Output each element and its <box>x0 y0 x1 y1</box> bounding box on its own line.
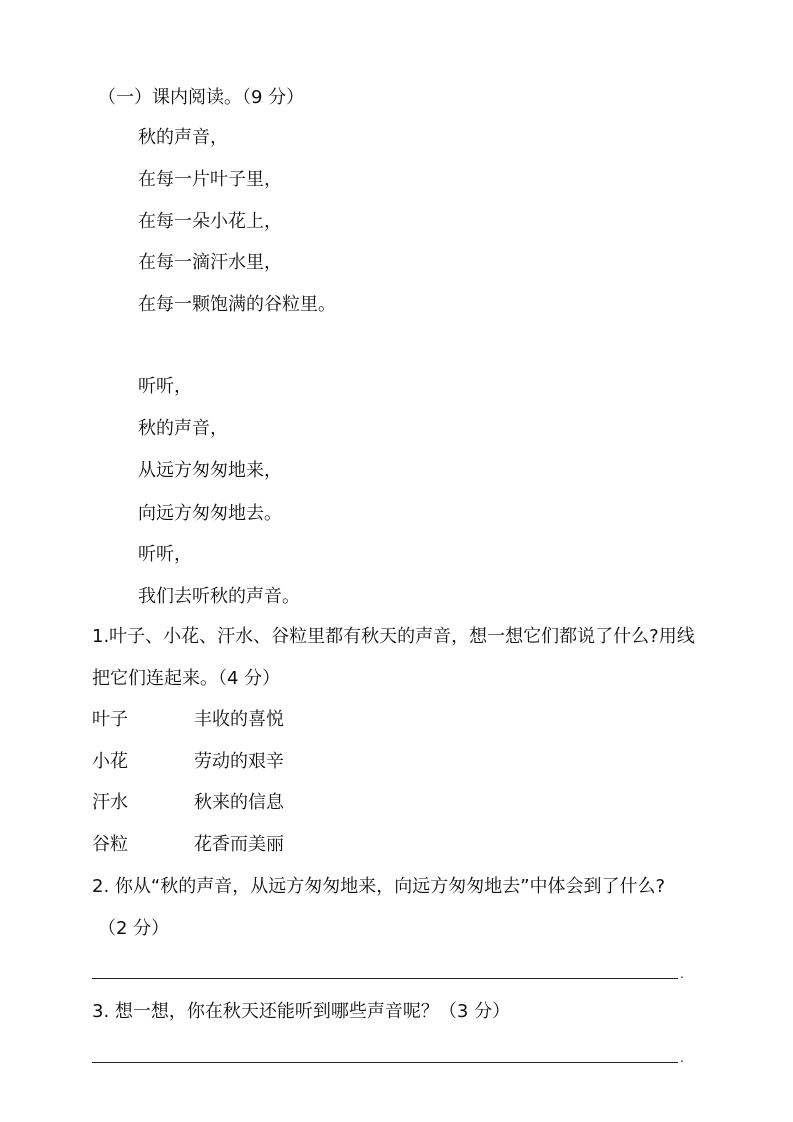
question-1-cont: 把它们连起来。（4 分） <box>92 668 281 689</box>
poem-line: 我们去听秋的声音。 <box>138 586 300 607</box>
question-3: 3. 想一想，你在秋天还能听到哪些声音呢？（3 分） <box>92 1001 511 1022</box>
match-right-item: 劳动的艰辛 <box>194 751 284 772</box>
answer-end-mark: . <box>680 1051 684 1065</box>
match-right-item: 花香而美丽 <box>194 834 284 855</box>
section-title: （一）课内阅读。（9 分） <box>98 87 305 108</box>
poem-line: 向远方匆匆地去。 <box>138 503 282 524</box>
poem-line: 在每一滴汗水里， <box>138 252 282 273</box>
answer-end-mark: . <box>680 967 684 981</box>
poem-line: 秋的声音， <box>138 418 228 439</box>
answer-line-q3[interactable] <box>92 1062 678 1063</box>
question-1: 1.叶子、小花、汗水、谷粒里都有秋天的声音，想一想它们都说了什么?用线 <box>92 626 695 647</box>
poem-line: 听听， <box>138 376 192 397</box>
question-2: 2. 你从“秋的声音，从远方匆匆地来，向远方匆匆地去”中体会到了什么? <box>92 876 666 897</box>
poem-line: 秋的声音， <box>138 127 228 148</box>
poem-line: 从远方匆匆地来， <box>138 460 282 481</box>
question-2-score: （2 分） <box>98 918 170 939</box>
poem-line: 在每一颗饱满的谷粒里。 <box>138 294 336 315</box>
match-right-item: 丰收的喜悦 <box>194 709 284 730</box>
match-left-item: 叶子 <box>92 709 128 730</box>
match-right-item: 秋来的信息 <box>194 792 284 813</box>
match-left-item: 汗水 <box>92 792 128 813</box>
poem-line: 在每一朵小花上， <box>138 211 282 232</box>
poem-line: 在每一片叶子里， <box>138 169 282 190</box>
answer-line-q2[interactable] <box>92 978 678 979</box>
match-left-item: 谷粒 <box>92 834 128 855</box>
match-left-item: 小花 <box>92 751 128 772</box>
poem-line: 听听， <box>138 544 192 565</box>
